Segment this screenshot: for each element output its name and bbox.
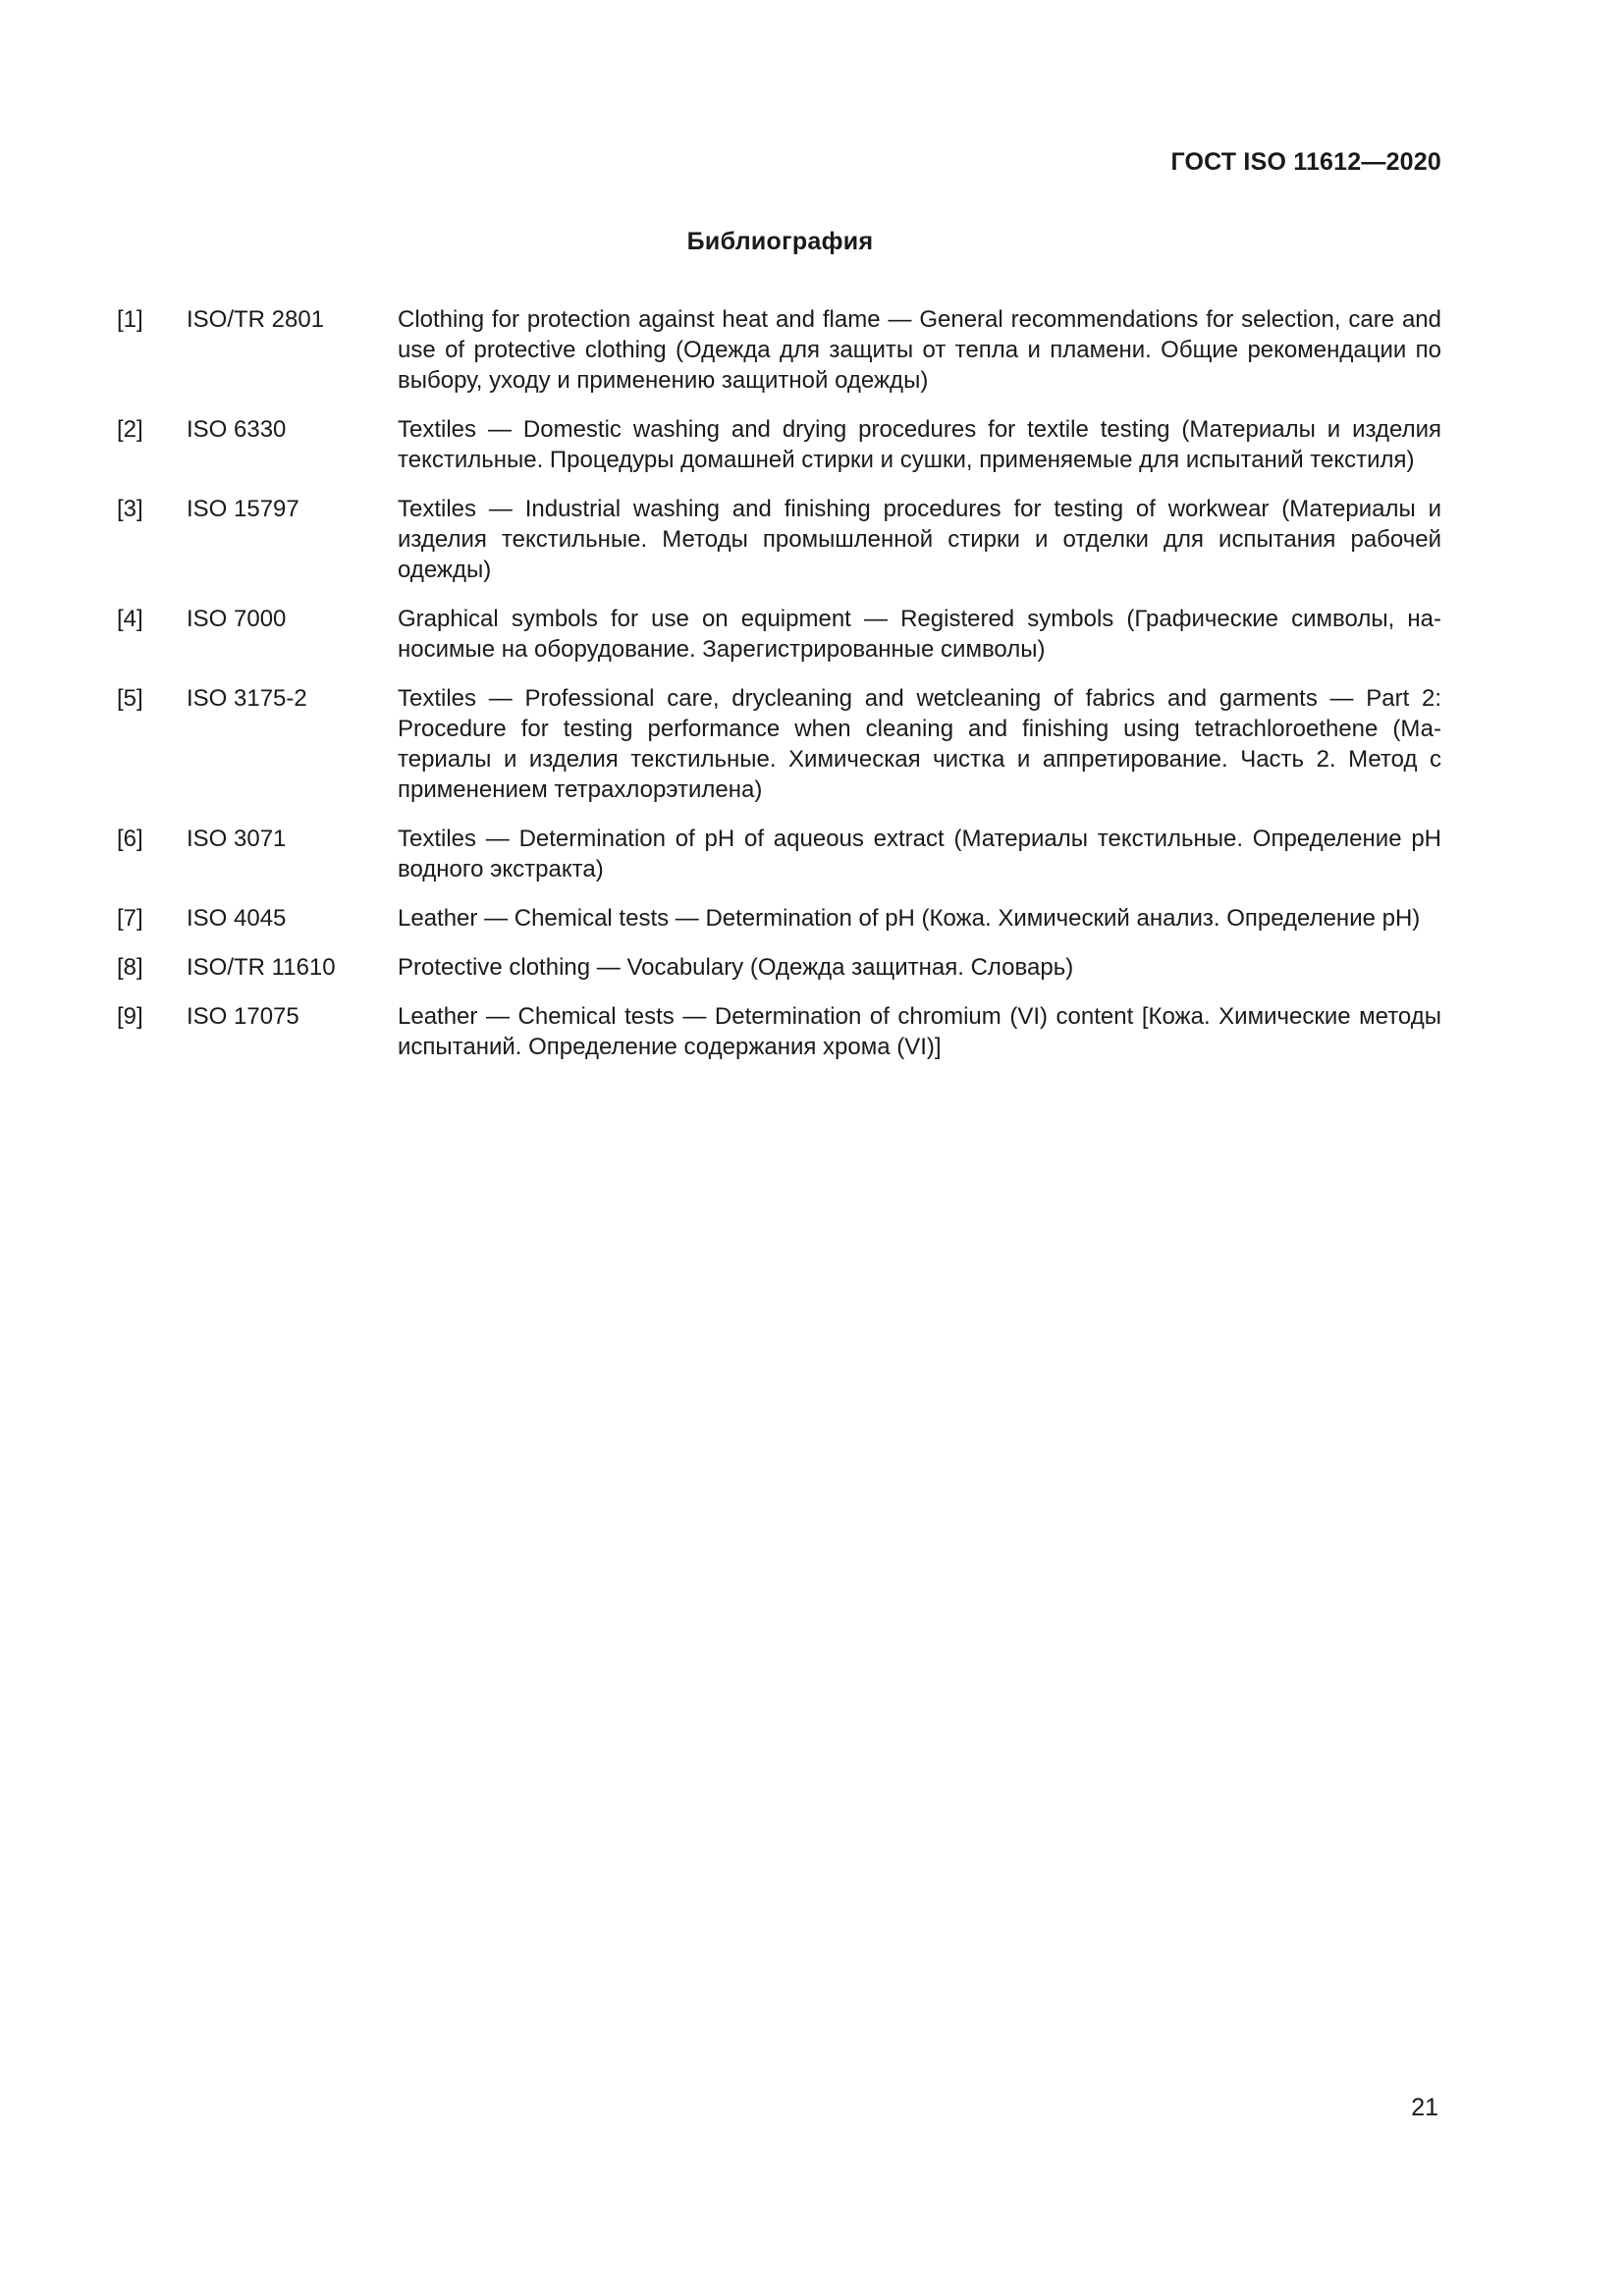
bibliography-entry: [117, 824, 1441, 884]
entry-number: [9]: [117, 1003, 143, 1030]
entry-standard-code: ISO/TR 2801: [187, 306, 325, 333]
bibliography-entry: [117, 683, 1441, 805]
entry-standard-code: ISO 4045: [187, 905, 287, 932]
page-title: Библиография: [686, 228, 874, 255]
entry-standard-code: ISO 17075: [187, 1003, 299, 1030]
entry-number: [6]: [117, 826, 143, 852]
entry-standard-code: ISO 7000: [187, 606, 287, 632]
entry-number: [5]: [117, 685, 143, 712]
entry-title: Leather — Chemical tests — Determination of pH (Кожа. Химический анализ. Определение pH): [398, 905, 1421, 932]
page-number: 21: [1411, 2094, 1438, 2121]
entry-title: Protective clothing — Vocabulary (Одежда защитная. Словарь): [398, 954, 1074, 981]
bibliography-entry: [117, 414, 1441, 475]
bibliography-entry: [117, 604, 1441, 665]
bibliography-list: [117, 304, 1441, 1081]
entry-number: [2]: [117, 416, 143, 443]
entry-title: Clothing for protection against heat and flame — General recommendations for selection, care and use of protective clothing (Одежда для защиты от тепла и пламени. Общие рекомендации по выбору, уходу и применению защитной одежды): [398, 306, 1441, 394]
bibliography-entry: [117, 903, 1441, 934]
entry-standard-code: ISO 6330: [187, 416, 287, 443]
entry-title: Graphical symbols for use on equipment — Registered symbols (Графические символы, наносимые на оборудование. Зарегистрированные символы): [398, 606, 1441, 663]
entry-number: [8]: [117, 954, 143, 981]
entry-number: [1]: [117, 306, 143, 333]
bibliography-entry: [117, 952, 1441, 983]
entry-title: Textiles — Professional care, drycleaning and wetcleaning of fabrics and garments — Part 2: Procedure for testing performance when cleaning and finishing using tetrachloroethene (Материалы и изделия текстильные. Химическая чистка и аппретирование. Часть 2. Метод с применением тетрахлорэтилена): [398, 685, 1441, 803]
entry-number: [3]: [117, 496, 143, 522]
entry-standard-code: ISO 3175-2: [187, 685, 307, 712]
bibliography-entry: [117, 304, 1441, 396]
entry-title: Textiles — Determination of pH of aqueous extract (Материалы текстильные. Определение pH водного экстракта): [398, 826, 1441, 882]
entry-number: [4]: [117, 606, 143, 632]
entry-standard-code: ISO 15797: [187, 496, 299, 522]
entry-standard-code: ISO 3071: [187, 826, 287, 852]
bibliography-entry: [117, 1001, 1441, 1062]
entry-standard-code: ISO/TR 11610: [187, 954, 336, 981]
entry-title: Textiles — Domestic washing and drying procedures for textile testing (Материалы и изделия текстильные. Процедуры домашней стирки и сушки, применяемые для испытаний текстиля): [398, 416, 1441, 473]
entry-title: Textiles — Industrial washing and finishing procedures for testing of workwear (Материалы и изделия текстильные. Методы промышленной стирки и отделки для испытания рабочей одежды): [398, 496, 1441, 583]
entry-number: [7]: [117, 905, 143, 932]
document-code: ГОСТ ISO 11612—2020: [1170, 148, 1441, 176]
bibliography-entry: [117, 494, 1441, 585]
entry-title: Leather — Chemical tests — Determination of chromium (VI) content [Кожа. Химические методы испытаний. Определение содержания хрома (VI)]: [398, 1003, 1441, 1060]
